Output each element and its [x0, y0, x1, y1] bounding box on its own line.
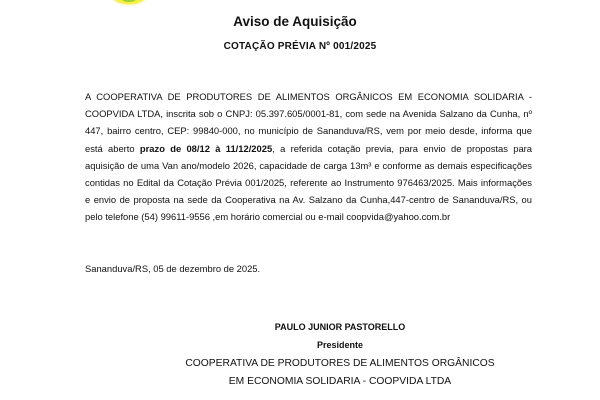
organization-line-1: COOPERATIVA DE PRODUTORES DE ALIMENTOS ORGÂNICOS [185, 358, 495, 369]
organization-line-2: EM ECONOMIA SOLIDARIA - COOPVIDA LTDA [228, 376, 452, 387]
document-date: Sananduva/RS, 05 de dezembro de 2025. [85, 263, 261, 274]
body-text-part1: A COOPERATIVA DE PRODUTORES DE ALIMENTOS ORGÂNICOS EM ECONOMIA SOLIDARIA - COOPVIDA LTDA, inscrita sob o CNPJ: 05.397.605/0001-81, com sede na Avenida Salzano da Cunha, nº 447, bairro centro, CEP: 99840-000, no município de Sananduva/RS, vem por meio desde, informa que está aberto [85, 91, 532, 154]
document-title: Aviso de Aquisição [233, 14, 357, 29]
signatory-role: Presidente [316, 340, 364, 350]
notice-body [85, 88, 532, 226]
cooperative-logo [108, 0, 150, 4]
signatory-name: PAULO JUNIOR PASTORELLO [274, 322, 406, 332]
body-text-part2: , a referida cotação previa, para envio de propostas para aquisição de uma Van ano/modelo 2026, capacidade de carga 13m³ e conforme as demais especificações contidas no Edital da Cotação Prévia 001/2025, referente ao Instrumento 976463/2025. Mais informações e envio de proposta na sede da Cooperativa na Av. Salzano da Cunha,447-centro de Sananduva/RS, ou pelo telefone (54) 99611-9556 ,em horário comercial ou e-mail coopvida@yahoo.com.br [85, 142, 532, 223]
deadline-highlight: prazo de 08/12 à 11/12/2025 [139, 142, 273, 154]
document-subtitle: COTAÇÃO PRÉVIA Nº 001/2025 [223, 41, 377, 52]
